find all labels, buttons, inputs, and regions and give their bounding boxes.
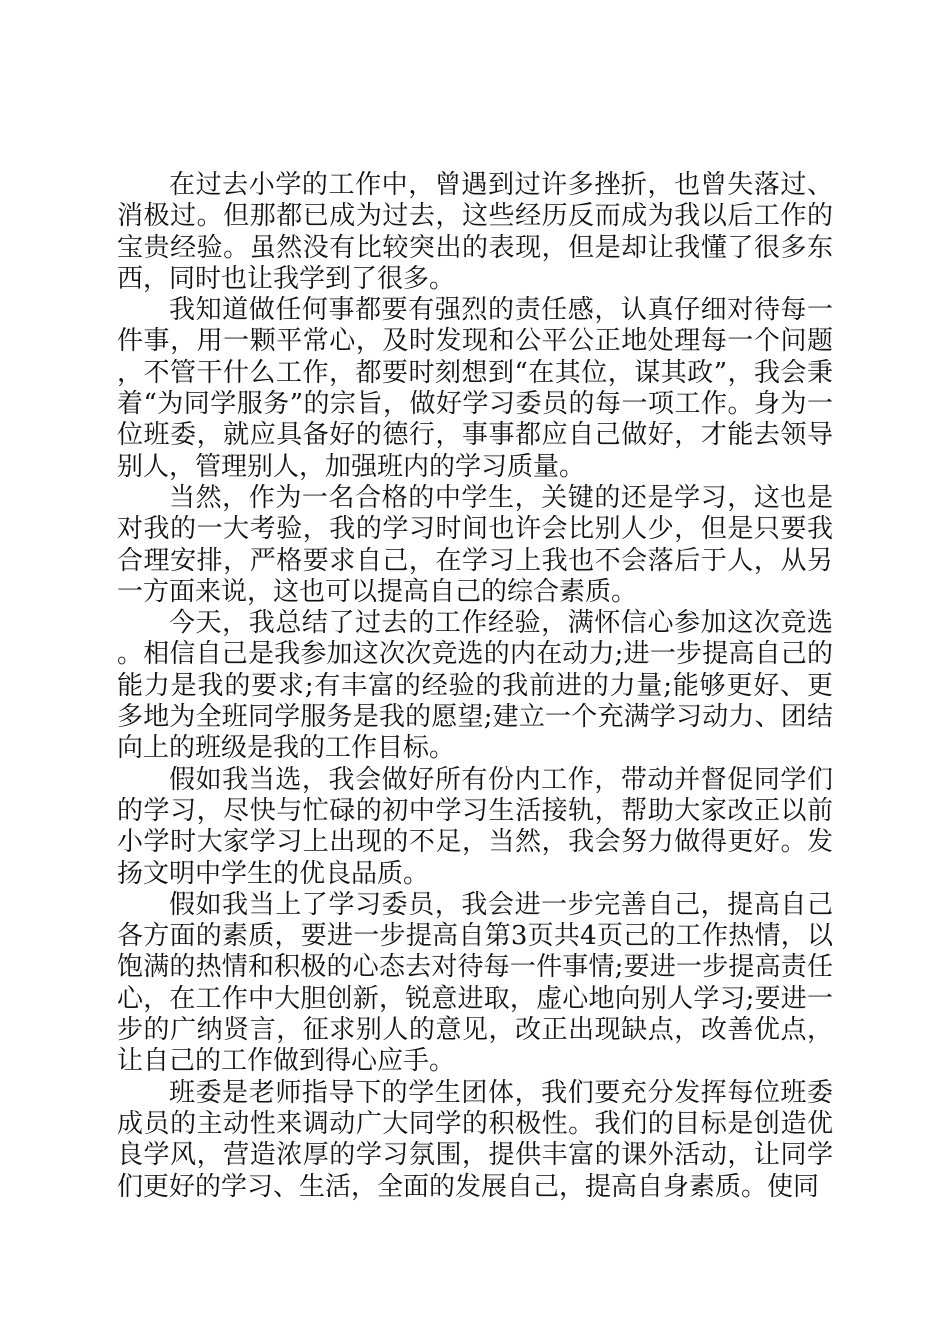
document-body — [117, 170, 833, 1203]
paragraph: 今天，我总结了过去的工作经验，满怀信心参加这次竞选。相信自己是我参加这次次竞选的内在动力;进一步提高自己的能力是我的要求;有丰富的经验的我前进的力量;能够更好、更多地为全班同学服务是我的愿望;建立一个充满学习动力、团结向上的班级是我的工作目标。 — [117, 608, 833, 764]
paragraph: 班委是老师指导下的学生团体，我们要充分发挥每位班委成员的主动性来调动广大同学的积极性。我们的目标是创造优良学风，营造浓厚的学习氛围，提供丰富的课外活动，让同学们更好的学习、生活，全面的发展自己，提高自身素质。使同 — [117, 1077, 833, 1202]
paragraph: 假如我当上了学习委员，我会进一步完善自己，提高自己各方面的素质，要进一步提高自第3页共4页己的工作热情，以饱满的热情和积极的心态去对待每一件事情;要进一步提高责任心，在工作中大胆创新，锐意进取，虚心地向别人学习;要进一步的广纳贤言，征求别人的意见，改正出现缺点，改善优点，让自己的工作做到得心应手。 — [117, 889, 833, 1077]
paragraph: 当然，作为一名合格的中学生，关键的还是学习，这也是对我的一大考验，我的学习时间也许会比别人少，但是只要我合理安排，严格要求自己，在学习上我也不会落后于人，从另一方面来说，这也可以提高自己的综合素质。 — [117, 482, 833, 607]
paragraph: 我知道做任何事都要有强烈的责任感，认真仔细对待每一件事，用一颗平常心，及时发现和公平公正地处理每一个问题，不管干什么工作，都要时刻想到“在其位，谋其政”，我会秉着“为同学服务”的宗旨，做好学习委员的每一项工作。身为一位班委，就应具备好的德行，事事都应自己做好，才能去领导别人，管理别人，加强班内的学习质量。 — [117, 295, 833, 482]
paragraph: 假如我当选，我会做好所有份内工作，带动并督促同学们的学习，尽快与忙碌的初中学习生活接轨，帮助大家改正以前小学时大家学习上出现的不足，当然，我会努力做得更好。发扬文明中学生的优良品质。 — [117, 764, 833, 889]
paragraph: 在过去小学的工作中，曾遇到过许多挫折，也曾失落过、消极过。但那都已成为过去，这些经历反而成为我以后工作的宝贵经验。虽然没有比较突出的表现，但是却让我懂了很多东西，同时也让我学到了很多。 — [117, 170, 833, 294]
